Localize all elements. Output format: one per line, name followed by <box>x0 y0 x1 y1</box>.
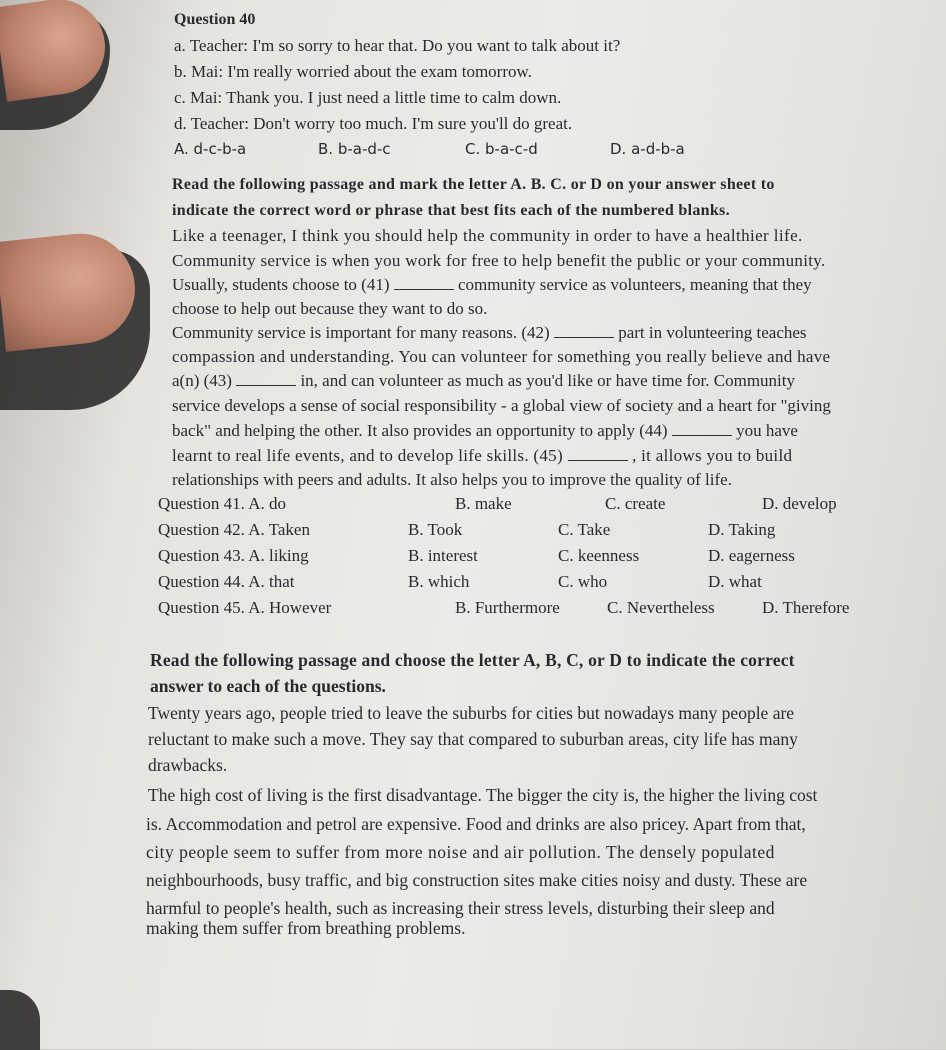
passage1-line-5a: Community service is important for many reasons. (42) <box>172 323 550 342</box>
q40-option-a[interactable]: A. d-c-b-a <box>174 140 247 158</box>
passage1-line-11: relationships with peers and adults. It also helps you to improve the quality of life. <box>172 470 732 489</box>
q45-option-a[interactable]: Question 45. A. However <box>158 598 332 617</box>
q45-option-b[interactable]: B. Furthermore <box>455 598 560 617</box>
passage2-instruction-1: Read the following passage and choose the letter A, B, C, or D to indicate the correct <box>150 650 795 670</box>
q44-option-c[interactable]: C. who <box>558 572 608 591</box>
q42-option-b[interactable]: B. Took <box>408 520 463 539</box>
q41-option-c[interactable]: C. create <box>605 494 666 513</box>
q40-option-b[interactable]: B. b-a-d-c <box>318 140 391 158</box>
passage1-line-7 <box>172 371 795 391</box>
passage1-line-3a: Usually, students choose to (41) <box>172 275 390 294</box>
q40-line-b: b. Mai: I'm really worried about the exam tomorrow. <box>174 62 532 81</box>
q40-option-d[interactable]: D. a-d-b-a <box>610 140 685 158</box>
blank-45[interactable] <box>568 446 628 461</box>
passage2-line-4: The high cost of living is the first disadvantage. The bigger the city is, the higher the living cost <box>148 785 818 805</box>
passage1-line-6: compassion and understanding. You can volunteer for something you really believe and have <box>172 347 831 366</box>
passage1-line-10 <box>172 446 792 466</box>
passage1-line-10b: , it allows you to build <box>632 446 793 465</box>
passage2-line-8: harmful to people's health, such as increasing their stress levels, disturbing their sleep and <box>146 898 775 918</box>
q43-option-b[interactable]: B. interest <box>408 546 478 565</box>
blank-43[interactable] <box>236 371 296 386</box>
passage1-instruction-1: Read the following passage and mark the letter A. B. C. or D on your answer sheet to <box>172 176 775 193</box>
passage2-line-5: is. Accommodation and petrol are expensive. Food and drinks are also pricey. Apart from that, <box>146 814 806 834</box>
passage1-line-3 <box>172 275 812 295</box>
passage1-instruction-2: indicate the correct word or phrase that best fits each of the numbered blanks. <box>172 202 730 219</box>
passage1-line-7b: in, and can volunteer as much as you'd like or have time for. Community <box>300 371 795 390</box>
passage1-line-5b: part in volunteering teaches <box>618 323 807 342</box>
passage1-line-1: Like a teenager, I think you should help the community in order to have a healthier life. <box>172 226 803 245</box>
passage1-line-5 <box>172 323 807 343</box>
q45-option-c[interactable]: C. Nevertheless <box>607 598 715 617</box>
passage2-instruction-2: answer to each of the questions. <box>150 676 386 696</box>
q44-option-b[interactable]: B. which <box>408 572 470 591</box>
q40-title: Question 40 <box>174 11 256 28</box>
blank-44[interactable] <box>672 421 732 436</box>
passage1-line-2: Community service is when you work for free to help benefit the public or your community. <box>172 251 826 270</box>
q42-option-a[interactable]: Question 42. A. Taken <box>158 520 310 539</box>
q41-option-d[interactable]: D. develop <box>762 494 837 513</box>
q40-line-d: d. Teacher: Don't worry too much. I'm sure you'll do great. <box>174 114 573 133</box>
passage1-line-9a: back" and helping the other. It also provides an opportunity to apply (44) <box>172 421 668 440</box>
passage2-line-1: Twenty years ago, people tried to leave the suburbs for cities but nowadays many people are <box>148 703 795 723</box>
passage1-line-4: choose to help out because they want to do so. <box>172 299 488 318</box>
passage2-line-7: neighbourhoods, busy traffic, and big construction sites make cities noisy and dusty. These are <box>146 870 808 890</box>
passage2-line-3: drawbacks. <box>148 755 228 775</box>
passage1-line-10a: learnt to real life events, and to develop life skills. (45) <box>172 446 563 465</box>
passage2-line-6: city people seem to suffer from more noise and air pollution. The densely populated <box>146 842 775 862</box>
q40-line-a: a. Teacher: I'm so sorry to hear that. Do you want to talk about it? <box>174 36 621 55</box>
passage1-line-3b: community service as volunteers, meaning that they <box>458 275 812 294</box>
q41-option-b[interactable]: B. make <box>455 494 512 513</box>
q44-option-a[interactable]: Question 44. A. that <box>158 572 295 591</box>
q43-option-c[interactable]: C. keenness <box>558 546 640 565</box>
passage1-line-9b: you have <box>736 421 798 440</box>
q45-option-d[interactable]: D. Therefore <box>762 598 850 617</box>
q40-option-c[interactable]: C. b-a-c-d <box>465 140 538 158</box>
blank-41[interactable] <box>394 275 454 290</box>
blank-42[interactable] <box>554 323 614 338</box>
passage1-line-7a: a(n) (43) <box>172 371 232 390</box>
passage2-line-9: making them suffer from breathing problems. <box>146 918 466 938</box>
passage2-line-2: reluctant to make such a move. They say that compared to suburban areas, city life has many <box>148 729 798 749</box>
passage1-line-9 <box>172 421 798 441</box>
passage1-line-8: service develops a sense of social responsibility - a global view of society and a heart for "giving <box>172 396 831 415</box>
q43-option-d[interactable]: D. eagerness <box>708 546 795 565</box>
q42-option-c[interactable]: C. Take <box>558 520 611 539</box>
q41-option-a[interactable]: Question 41. A. do <box>158 494 286 513</box>
q42-option-d[interactable]: D. Taking <box>708 520 776 539</box>
q44-option-d[interactable]: D. what <box>708 572 762 591</box>
q40-line-c: c. Mai: Thank you. I just need a little time to calm down. <box>174 88 562 107</box>
q43-option-a[interactable]: Question 43. A. liking <box>158 546 309 565</box>
